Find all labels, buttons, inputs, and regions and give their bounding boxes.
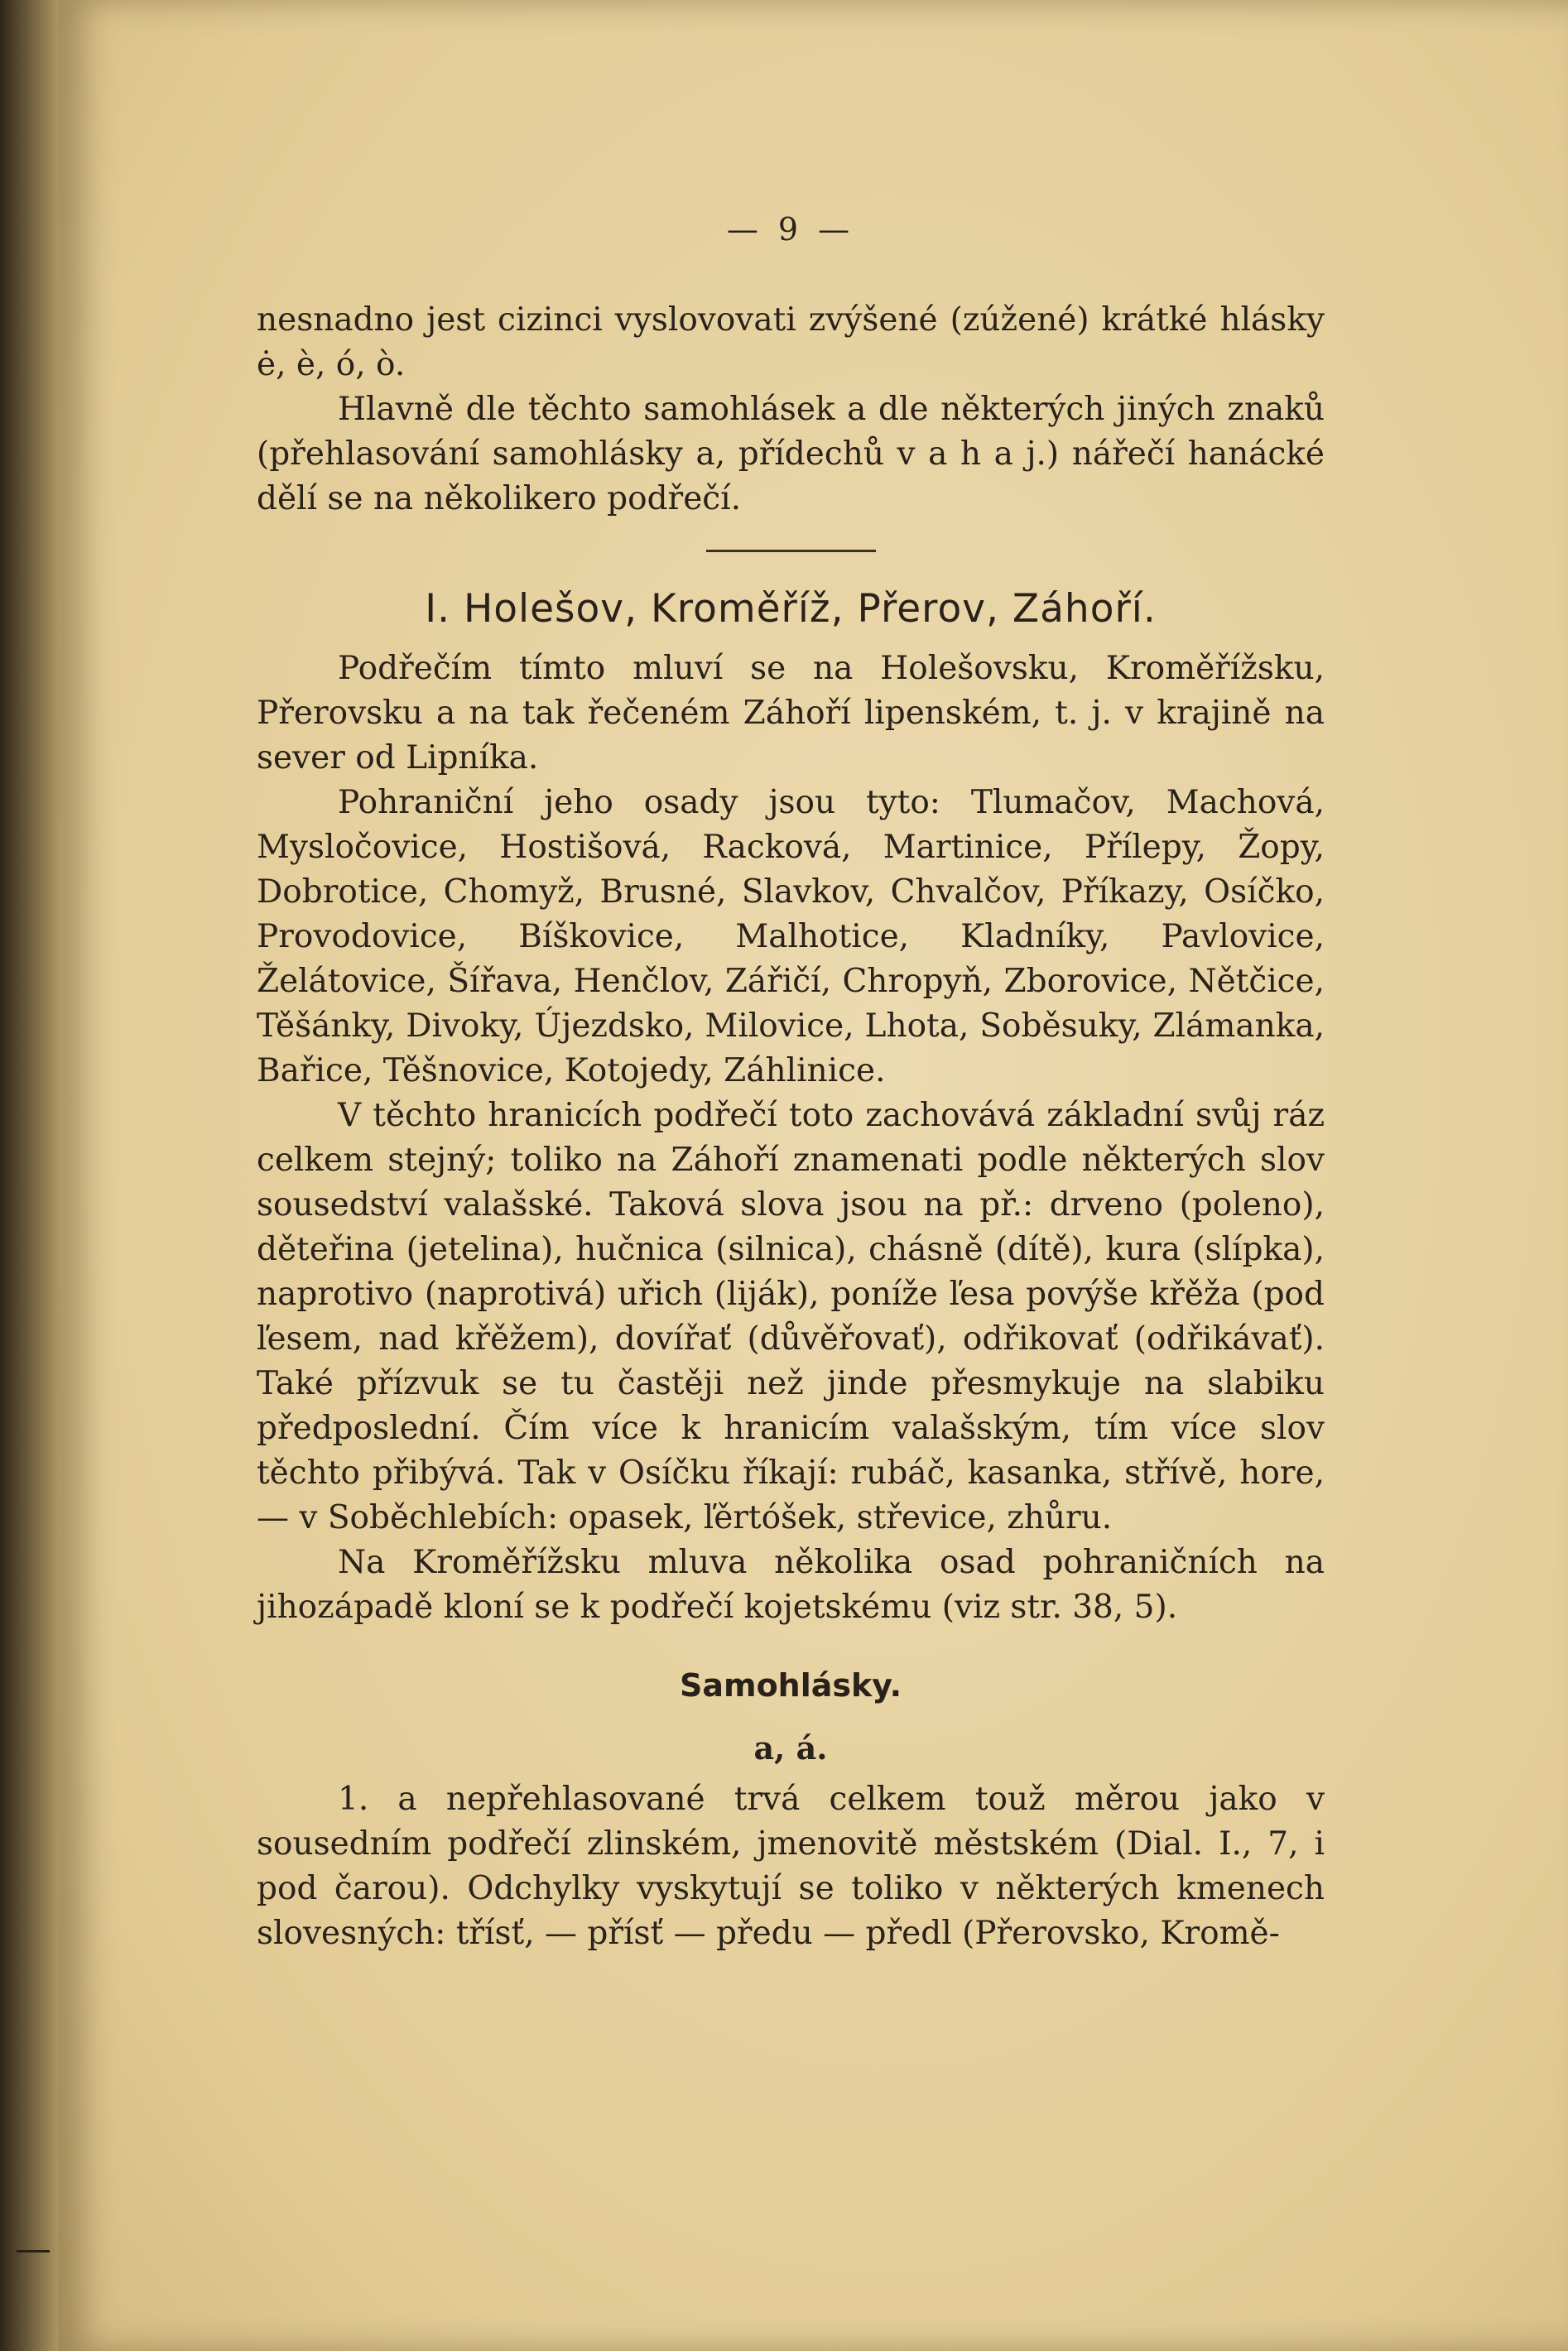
intro-paragraph-2: Hlavně dle těchto samohlásek a dle některých jiných znaků (přehlasování samohlásky a, přídechů v a h a j.) nářečí hanácké dělí se na několikero podřečí. bbox=[257, 391, 1325, 517]
section-paragraph-1: Podřečím tímto mluví se na Holešovsku, Kroměřížsku, Přerovsku a na tak řečeném Záhoří lipenském, t. j. v krajině na sever od Lipníka. bbox=[257, 650, 1325, 776]
vowels-paragraph-1: 1. a nepřehlasované trvá celkem touž měrou jako v sousedním podřečí zlinském, jmenovitě městském (Dial. I., 7, i pod čarou). Odchylky vyskytují se toliko v některých kmenech slovesných: třísť, — přísť — předu — předl (Přerovsko, Kromě- bbox=[257, 1781, 1325, 1952]
section-divider bbox=[706, 550, 876, 552]
section-paragraph-3: V těchto hranicích podřečí toto zachovává základní svůj ráz celkem stejný; toliko na Záhoří znamenati podle některých slov sousedství valašské. Taková slova jsou na př.: drveno (poleno), děteřina (jetelina), hučnica (silnica), chásně (dítě), kura (slípka), naprotivo (naprotivá) uřich (liják), poníže ľesa povýše křěža (pod ľesem, nad křěžem), dovířať (důvěřovať), odřikovať (odřikávať). Také přízvuk se tu častěji než jinde přesmykuje na slabiku předposlední. Čím více k hranicím valašským, tím více slov těchto přibývá. Tak v Osíčku říkají: rubáč, kasanka, střívě, hore, — v Soběchlebích: opasek, ľěrtóšek, střevice, zhůru. bbox=[257, 1097, 1325, 1536]
section-paragraph-2: Pohraniční jeho osady jsou tyto: Tlumačov, Machová, Mysločovice, Hostišová, Racková, Martinice, Přílepy, Žopy, Dobrotice, Chomyž, Brusné, Slavkov, Chvalčov, Příkazy, Osíčko, Provodovice, Bíškovice, Malhotice, Kladníky, Pavlovice, Želátovice, Šířava, Henčlov, Zářičí, Chropyň, Zborovice, Nětčice, Těšánky, Divoky, Újezdsko, Milovice, Lhota, Soběsuky, Zlámanka, Bařice, Těšnovice, Kotojedy, Záhlinice. bbox=[257, 784, 1325, 1089]
section-heading: I. Holešov, Kroměříž, Přerov, Záhoří. bbox=[425, 586, 1157, 632]
margin-mark bbox=[17, 2250, 50, 2252]
intro-paragraph-1: nesnadno jest cizinci vyslovovati zvýšené (zúžené) krátké hlásky ė, è, ó, ò. bbox=[257, 301, 1325, 383]
vowels-subheading: a, á. bbox=[753, 1729, 828, 1767]
book-page bbox=[58, 0, 1568, 2351]
section-paragraph-4: Na Kroměřížsku mluva několika osad pohraničních na jihozápadě kloní se k podřečí kojetskému (viz str. 38, 5). bbox=[257, 1544, 1325, 1626]
vowels-heading: Samohlásky. bbox=[679, 1667, 902, 1704]
page-number: — 9 — bbox=[726, 211, 855, 248]
body-text bbox=[257, 298, 1325, 1956]
